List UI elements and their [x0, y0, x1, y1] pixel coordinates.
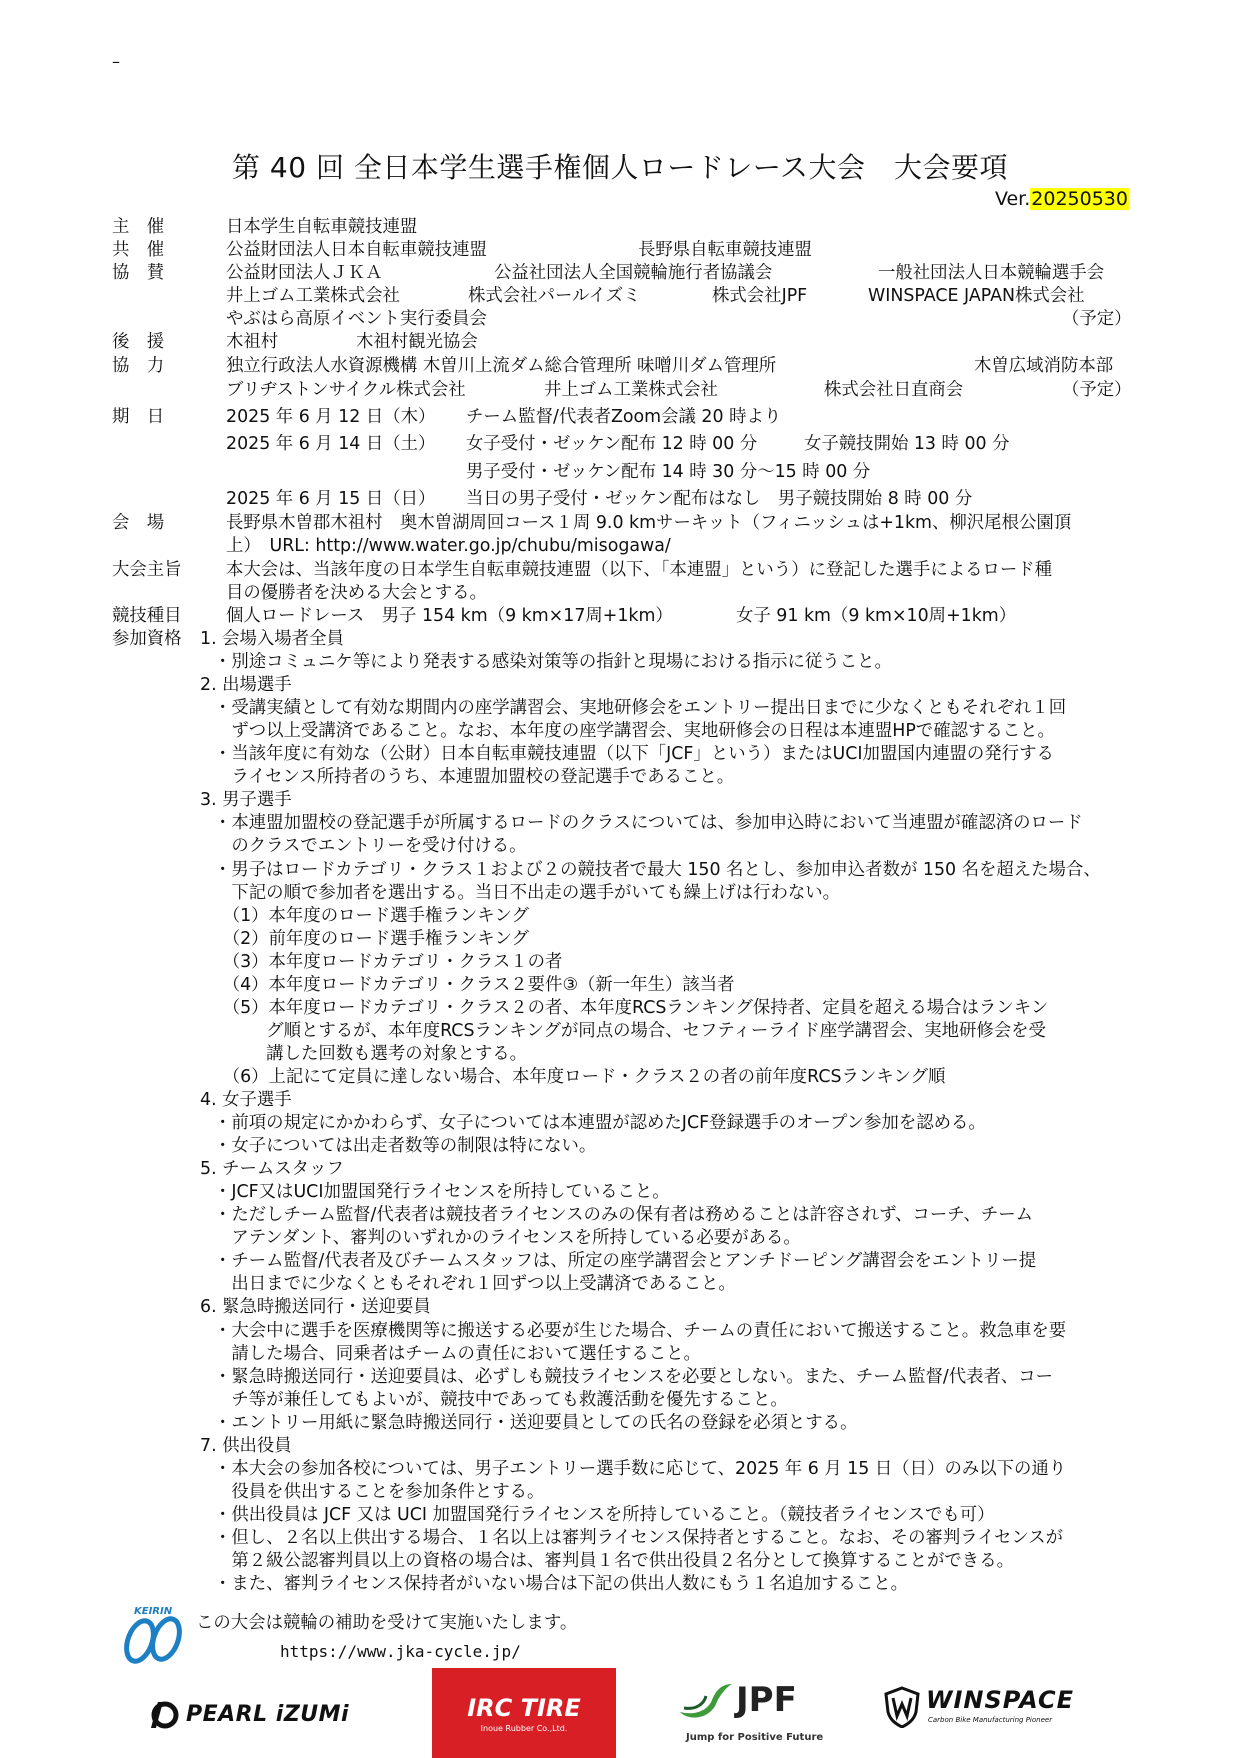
kyoryoku-item: ブリヂストンサイクル株式会社 — [226, 380, 466, 400]
venue-url: 上） URL: http://www.water.go.jp/chubu/misogawa/ — [226, 536, 671, 556]
jpf-text: JPF — [736, 1680, 797, 1720]
version-prefix: Ver. — [994, 188, 1031, 210]
label-koen: 後 援 — [112, 332, 165, 352]
list-item: ・本連盟加盟校の登記選手が所属するロードのクラスについては、参加申込時において当連盟が確認済のロード — [214, 813, 1083, 834]
jpf-swoosh-icon — [676, 1678, 734, 1724]
jpf-subtext: Jump for Positive Future — [686, 1732, 824, 1743]
list-item: ・受講実績として有効な期間内の座学講習会、実地研修会をエントリー提出日までに少なくともそれぞれ１回 — [214, 698, 1067, 719]
section-heading: 4. 女子選手 — [200, 1090, 292, 1110]
koen-value-1: 木祖村 — [226, 332, 279, 352]
label-shushi: 大会主旨 — [112, 560, 182, 580]
list-item: ・エントリー用紙に緊急時搬送同行・送迎要員としての氏名の登録を必須とする。 — [214, 1412, 858, 1433]
event-women: 女子 91 km（9 km×10周+1km） — [736, 606, 1017, 626]
list-item: （6）上記にて定員に達しない場合、本年度ロード・クラス２の者の前年度RCSランキング順 — [214, 1066, 946, 1087]
label-kyosan: 協 賛 — [112, 263, 165, 283]
list-item: ・緊急時搬送同行・送迎要員は、必ずしも競技ライセンスを必要としない。また、チーム監督/代表者、コー — [214, 1366, 1054, 1387]
event-men: 個人ロードレース 男子 154 km（9 km×17周+1km） — [226, 606, 673, 626]
kyoryoku-item: 井上ゴム工業株式会社 — [544, 380, 718, 400]
section-heading: 5. チームスタッフ — [200, 1159, 344, 1180]
list-item: （4）本年度ロードカテゴリ・クラス２要件③（新一年生）該当者 — [214, 974, 735, 995]
list-item: ・但し、２名以上供出する場合、１名以上は審判ライセンス保持者とすること。なお、その審判ライセンスが — [214, 1527, 1064, 1548]
list-item: ・JCF又はUCI加盟国発行ライセンスを所持していること。 — [214, 1182, 670, 1203]
jpf-logo — [676, 1676, 836, 1750]
winspace-subtext: Carbon Bike Manufacturing Pioneer — [928, 1716, 1053, 1724]
kyosan-item: 株式会社JPF — [712, 286, 808, 306]
list-item: 下記の順で参加者を選出する。当日不出走の選手がいても繰上げは行わない。 — [214, 882, 841, 903]
section-heading: 2. 出場選手 — [200, 675, 292, 696]
kyoryoku-item: 株式会社日直商会 — [824, 380, 964, 400]
label-kijitsu: 期 日 — [112, 407, 165, 427]
list-item: ・大会中に選手を医療機関等に搬送する必要が生じた場合、チームの責任において搬送すること。救急車を要 — [214, 1320, 1067, 1341]
keirin-logo-icon — [118, 1603, 196, 1665]
list-item: チ等が兼任してもよいが、競技中であっても救護活動を優先すること。 — [214, 1389, 788, 1410]
list-item: ・男子はロードカテゴリ・クラス１および２の競技者で最大 150 名とし、参加申込者数が 150 名を超えた場合、 — [214, 859, 1101, 880]
list-item: 講した回数も選考の対象とする。 — [214, 1043, 528, 1064]
list-item: （5）本年度ロードカテゴリ・クラス２の者、本年度RCSランキング保持者、定員を超える場合はランキン — [214, 997, 1049, 1018]
winspace-text: WINSPACE — [926, 1686, 1075, 1714]
kyoryoku-item: 独立行政法人水資源機構 木曽川上流ダム総合管理所 味噌川ダム管理所 — [226, 356, 777, 376]
list-item: 出日までに少なくともそれぞれ１回ずつ以上受講済であること。 — [214, 1274, 736, 1295]
list-item: ・女子については出走者数等の制限は特にない。 — [214, 1136, 597, 1157]
section-heading: 3. 男子選手 — [200, 790, 292, 811]
label-shumoku: 競技種目 — [112, 606, 182, 626]
date-detail: 女子競技開始 13 時 00 分 — [804, 434, 1010, 454]
purpose-line: 目の優勝者を決める大会とする。 — [226, 583, 487, 603]
page-mark: – — [112, 52, 120, 71]
winspace-shield-icon — [884, 1686, 920, 1728]
list-item: ・前項の規定にかかわらず、女子については本連盟が認めたJCF登録選手のオープン参加を認める。 — [214, 1113, 986, 1134]
list-item: （2）前年度のロード選手権ランキング — [214, 928, 529, 949]
kyosan-item: 一般社団法人日本競輪選手会 — [878, 263, 1105, 283]
date-line: 2025 年 6 月 12 日（木） — [226, 407, 436, 427]
irc-subtext: Inoue Rubber Co.,Ltd. — [480, 1723, 568, 1733]
section-heading: 6. 緊急時搬送同行・送迎要員 — [200, 1297, 431, 1318]
list-item: ・チーム監督/代表者及びチームスタッフは、所定の座学講習会とアンチドーピング講習会をエントリー提 — [214, 1251, 1037, 1272]
list-item: ライセンス所持者のうち、本連盟加盟校の登記選手であること。 — [214, 767, 735, 788]
label-shikaku: 参加資格 — [112, 629, 182, 649]
pearl-izumi-logo — [150, 1690, 380, 1738]
list-item: 請した場合、同乗者はチームの責任において選任すること。 — [214, 1343, 701, 1364]
shusai-value: 日本学生自転車競技連盟 — [226, 217, 418, 237]
kyosan-tentative: （予定） — [1062, 309, 1132, 329]
date-detail: 当日の男子受付・ゼッケン配布はなし 男子競技開始 8 時 00 分 — [466, 489, 973, 509]
irc-tire-text: IRC TIRE — [467, 1693, 581, 1722]
section-heading: 1. 会場入場者全員 — [200, 629, 344, 649]
version-label — [995, 188, 1129, 210]
label-kaijo: 会 場 — [112, 513, 165, 533]
date-line: 2025 年 6 月 14 日（土） — [226, 434, 436, 454]
kyosan-item: WINSPACE JAPAN株式会社 — [868, 286, 1085, 306]
kyoryoku-tentative: （予定） — [1062, 380, 1132, 400]
list-item: ・供出役員は JCF 又は UCI 加盟国発行ライセンスを所持していること。（競技者ライセンスでも可） — [214, 1504, 995, 1525]
list-item: ずつ以上受講済であること。なお、本年度の座学講習会、実地研修会の日程は本連盟HPで確認すること。 — [214, 721, 1055, 742]
list-item: 第２級公認審判員以上の資格の場合は、審判員１名で供出役員２名分として換算することができる。 — [214, 1551, 1014, 1571]
list-item: ・別途コミュニケ等により発表する感染対策等の指針と現場における指示に従うこと。 — [214, 652, 892, 673]
list-item: ・本大会の参加各校については、男子エントリー選手数に応じて、2025 年 6 月 15 日（日）のみ以下の通り — [214, 1458, 1067, 1479]
jka-url-link[interactable]: https://www.jka-cycle.jp/ — [280, 1642, 521, 1661]
kyosan-item: 株式会社パールイズミ — [468, 286, 641, 306]
list-item: （1）本年度のロード選手権ランキング — [214, 905, 529, 926]
kyosai-value-1: 公益財団法人日本自転車競技連盟 — [226, 240, 487, 260]
pearl-izumi-text: PEARL iZUMi — [186, 1701, 350, 1727]
winspace-logo — [884, 1680, 1104, 1736]
label-kyosai: 共 催 — [112, 240, 165, 260]
section-heading: 7. 供出役員 — [200, 1435, 292, 1456]
date-detail: 男子受付・ゼッケン配布 14 時 30 分～15 時 00 分 — [466, 462, 871, 482]
list-item: ・ただしチーム監督/代表者は競技者ライセンスのみの保有者は務めることは許容されず、コーチ、チーム — [214, 1205, 1034, 1226]
date-line: 2025 年 6 月 15 日（日） — [226, 489, 436, 509]
label-shusai: 主 催 — [112, 217, 165, 237]
list-item: グ順とするが、本年度RCSランキングが同点の場合、セフティーライド座学講習会、実地研修会を受 — [214, 1020, 1046, 1041]
list-item: のクラスでエントリーを受け付ける。 — [214, 836, 527, 857]
kyosan-item: 公益社団法人全国競輪施行者協議会 — [494, 263, 773, 283]
kyosai-value-2: 長野県自転車競技連盟 — [638, 240, 812, 260]
document-title: 第 40 回 全日本学生選手権個人ロードレース大会 大会要項 — [232, 151, 1008, 184]
list-item: ・当該年度に有効な（公財）日本自転車競技連盟（以下「JCF」という）またはUCI加盟国内連盟の発行する — [214, 744, 1054, 765]
kyosan-item: 井上ゴム工業株式会社 — [226, 286, 400, 306]
list-item: ・また、審判ライセンス保持者がいない場合は下記の供出人数にもう１名追加すること。 — [214, 1574, 909, 1595]
subsidy-text: この大会は競輪の補助を受けて実施いたします。 — [196, 1613, 578, 1633]
list-item: 役員を供出することを参加条件とする。 — [214, 1481, 545, 1502]
list-item: （3）本年度ロードカテゴリ・クラス１の者 — [214, 951, 563, 972]
kyosan-item: やぶはら高原イベント実行委員会 — [226, 309, 487, 329]
pearl-izumi-mark-icon — [150, 1698, 182, 1730]
date-detail: 女子受付・ゼッケン配布 12 時 00 分 — [466, 434, 758, 454]
kyoryoku-item: 木曽広域消防本部 — [974, 356, 1114, 376]
keirin-logo-text: KEIRIN — [134, 1606, 173, 1617]
label-kyoryoku: 協 力 — [112, 356, 165, 376]
purpose-line: 本大会は、当該年度の日本学生自転車競技連盟（以下、「本連盟」という）に登記した選手によるロード種 — [226, 560, 1053, 580]
irc-tire-logo — [432, 1668, 616, 1758]
date-detail: チーム監督/代表者Zoom会議 20 時より — [466, 407, 782, 427]
venue-line: 長野県木曽郡木祖村 奥木曽湖周回コース１周 9.0 kmサーキット（フィニッシュは+1km、柳沢尾根公園頂 — [226, 513, 1072, 533]
version-number-highlight: 20250530 — [1031, 188, 1128, 210]
kyosan-item: 公益財団法人ＪＫＡ — [226, 263, 383, 283]
koen-value-2: 木祖村観光協会 — [356, 332, 478, 352]
list-item: アテンダント、審判のいずれかのライセンスを所持している必要がある。 — [214, 1228, 801, 1249]
